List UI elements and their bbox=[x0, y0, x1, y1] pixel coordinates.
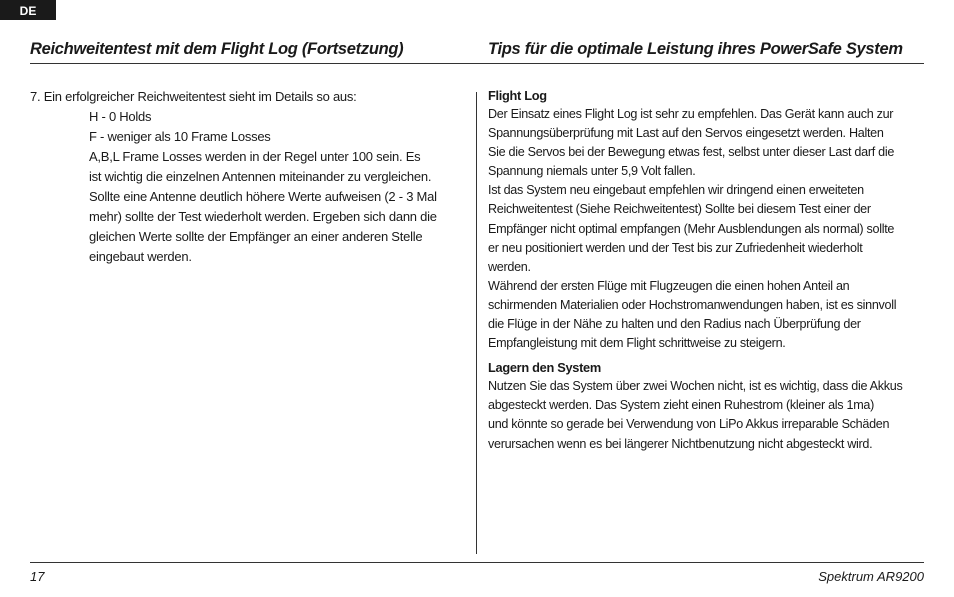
text-line: Spannung niemals unter 5,9 Volt fallen. bbox=[488, 164, 696, 179]
detail-line: ist wichtig die einzelnen Antennen miteinander zu vergleichen. bbox=[89, 169, 432, 184]
text-line: Während der ersten Flüge mit Flugzeugen die einen hohen Anteil an bbox=[488, 278, 850, 293]
detail-line: A,B,L Frame Losses werden in der Regel unter 100 sein. Es bbox=[89, 149, 421, 164]
storage-text bbox=[488, 377, 926, 453]
detail-line: F - weniger als 10 Frame Losses bbox=[89, 129, 271, 144]
storage-title: Lagern den System bbox=[488, 360, 601, 376]
detail-line: eingebaut werden. bbox=[89, 249, 192, 264]
text-line: Reichweitentest (Siehe Reichweitentest) Sollte bei diesem Test einer der bbox=[488, 202, 871, 217]
left-column bbox=[30, 87, 470, 267]
text-line: er neu positioniert werden und der Test bis zur Zufriedenheit wiederholt bbox=[488, 240, 863, 255]
text-line: und könnte so gerade bei Verwendung von LiPo Akkus irreparable Schäden bbox=[488, 417, 890, 432]
range-test-details bbox=[30, 107, 470, 267]
detail-line: H - 0 Holds bbox=[89, 109, 152, 124]
text-line: Ist das System neu eingebaut empfehlen wir dringend einen erweiteten bbox=[488, 183, 864, 198]
text-line: Sie die Servos bei der Bewegung etwas fest, selbst unter dieser Last darf die bbox=[488, 145, 895, 160]
text-line: Empfänger nicht optimal empfangen (Mehr Ausblendungen als normal) sollte bbox=[488, 221, 895, 236]
text-line: die Flüge in der Nähe zu halten und den Radius nach Überprüfung der bbox=[488, 317, 861, 332]
text-line: Nutzen Sie das System über zwei Wochen nicht, ist es wichtig, dass die Akkus bbox=[488, 379, 903, 394]
text-line: Spannungsüberprüfung mit Last auf den Servos eingesetzt werden. Halten bbox=[488, 126, 884, 141]
text-line: werden. bbox=[488, 259, 531, 274]
detail-line: gleichen Werte sollte der Empfänger an einer anderen Stelle bbox=[89, 229, 423, 244]
text-line: abgesteckt werden. Das System zieht einen Ruhestrom (kleiner als 1ma) bbox=[488, 398, 874, 413]
right-column bbox=[488, 86, 926, 454]
detail-line: mehr) sollte der Test wiederholt werden. Ergeben sich dann die bbox=[89, 209, 437, 224]
text-line: Der Einsatz eines Flight Log ist sehr zu empfehlen. Das Gerät kann auch zur bbox=[488, 107, 894, 121]
text-line: schirmenden Materialien oder Hochstromanwendungen haben, ist es sinnvoll bbox=[488, 297, 897, 312]
flight-log-title: Flight Log bbox=[488, 88, 547, 103]
column-divider bbox=[476, 92, 477, 554]
bottom-rule bbox=[30, 562, 924, 563]
right-section-heading: Tips für die optimale Leistung ihres PowerSafe System bbox=[488, 40, 903, 58]
left-section-heading: Reichweitentest mit dem Flight Log (Fortsetzung) bbox=[30, 40, 404, 58]
flight-log-text bbox=[488, 105, 926, 353]
range-test-intro: 7. Ein erfolgreicher Reichweitentest sieht im Details so aus: bbox=[30, 89, 357, 104]
language-tab: DE bbox=[0, 0, 56, 20]
detail-line: Sollte eine Antenne deutlich höhere Werte aufweisen (2 - 3 Mal bbox=[89, 189, 437, 204]
product-name: Spektrum AR9200 bbox=[818, 569, 924, 584]
text-line: verursachen wenn es bei längerer Nichtbenutzung nicht abgesteckt wird. bbox=[488, 436, 873, 451]
top-rule bbox=[30, 63, 924, 64]
text-line: Empfangleistung mit dem Flight schrittweise zu steigern. bbox=[488, 336, 786, 351]
page-number: 17 bbox=[30, 569, 45, 584]
